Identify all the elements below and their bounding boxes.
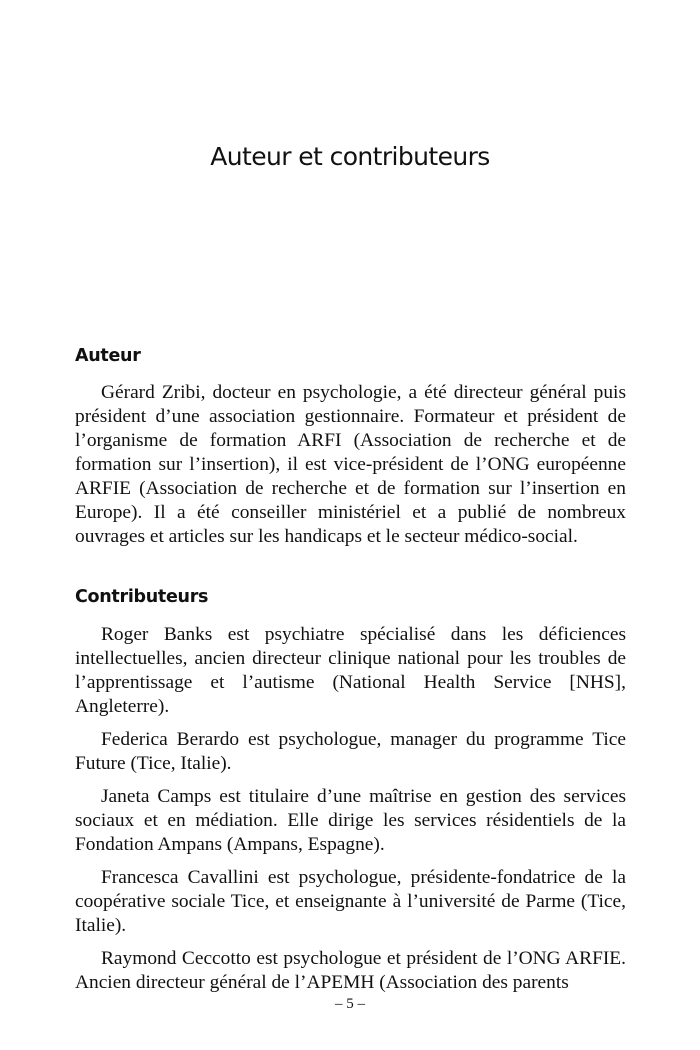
contributors-body [75, 623, 626, 1004]
section-heading-auteur: Auteur [75, 346, 141, 366]
page-title: Auteur et contributeurs [210, 142, 490, 171]
author-paragraph: Gérard Zribi, docteur en psychologie, a été directeur général puis président d’une association gestionnaire. Formateur et président de l’organisme de formation ARFI (Association de recherche et de formation sur l’insertion), il est vice-président de l’ONG européenne ARFIE (Association de recherche et de formation sur l’insertion en Europe). Il a été conseiller ministériel et a publié de nombreux ouvrages et articles sur les handicaps et le secteur médico-social. [75, 382, 626, 547]
contributor-paragraph-banks: Roger Banks est psychiatre spécialisé dans les déficiences intellectuelles, ancien directeur clinique national pour les troubles de l’apprentissage et l’autisme (National Health Service [NHS], Angleterre). [75, 624, 626, 717]
contributor-paragraph-berardo: Federica Berardo est psychologue, manager du programme Tice Future (Tice, Italie). [75, 729, 626, 774]
page-number: – 5 – [335, 996, 365, 1012]
section-heading-contributeurs: Contributeurs [75, 587, 209, 607]
author-body [75, 381, 626, 558]
contributor-paragraph-cavallini: Francesca Cavallini est psychologue, présidente-fondatrice de la coopérative sociale Tice, et enseignante à l’université de Parme (Tice, Italie). [75, 867, 626, 936]
contributor-paragraph-ceccotto: Raymond Ceccotto est psychologue et président de l’ONG ARFIE. Ancien directeur général de l’APEMH (Association des parents [75, 948, 626, 993]
contributor-paragraph-camps: Janeta Camps est titulaire d’une maîtrise en gestion des services sociaux et en médiation. Elle dirige les services résidentiels de la Fondation Ampans (Ampans, Espagne). [75, 786, 626, 855]
